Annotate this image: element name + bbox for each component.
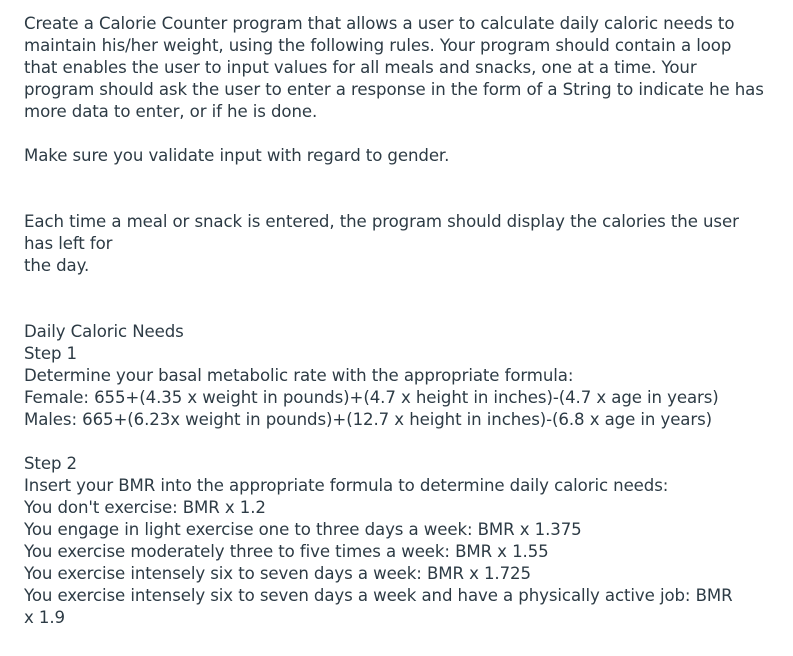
spacer (24, 123, 769, 145)
daily-caloric-needs-section (24, 321, 769, 431)
step-2-title: Step 2 (24, 454, 78, 473)
spacer (24, 167, 769, 211)
step-2-section (24, 453, 769, 629)
validation-paragraph (24, 145, 769, 167)
intro-paragraph (24, 13, 769, 123)
display-calories-paragraph (24, 211, 769, 277)
activity-level-item: You exercise moderately three to five times a week: BMR x 1.55 (24, 542, 549, 561)
step-1-instruction: Determine your basal metabolic rate with the appropriate formula: (24, 366, 574, 385)
intro-text: Create a Calorie Counter program that allows a user to calculate daily caloric needs to maintain his/her weight, using the following rules. Your program should contain a loop that enables the user to input values for all meals and snacks, one at a time. Your program should ask the user to enter a response in the form of a String to indicate he has more data to enter, or if he is done. (24, 14, 764, 121)
activity-level-item: You exercise intensely six to seven days a week: BMR x 1.725 (24, 564, 531, 583)
step-2-instruction: Insert your BMR into the appropriate formula to determine daily caloric needs: (24, 476, 669, 495)
section-title: Daily Caloric Needs (24, 322, 184, 341)
display-calories-line-2: has left for (24, 234, 113, 253)
validation-text: Make sure you validate input with regard to gender. (24, 146, 450, 165)
activity-level-item-last-line-2: x 1.9 (24, 608, 65, 627)
display-calories-line-3: the day. (24, 256, 90, 275)
activity-level-item: You don't exercise: BMR x 1.2 (24, 498, 266, 517)
male-formula: Males: 665+(6.23x weight in pounds)+(12.7 x height in inches)-(6.8 x age in years) (24, 410, 713, 429)
step-1-title: Step 1 (24, 344, 78, 363)
activity-level-item: You engage in light exercise one to three days a week: BMR x 1.375 (24, 520, 582, 539)
spacer (24, 277, 769, 321)
female-formula: Female: 655+(4.35 x weight in pounds)+(4.7 x height in inches)-(4.7 x age in years) (24, 388, 719, 407)
activity-level-item-last-line-1: You exercise intensely six to seven days a week and have a physically active job: BMR (24, 586, 733, 605)
display-calories-line-1: Each time a meal or snack is entered, the program should display the calories the user (24, 212, 739, 231)
spacer (24, 431, 769, 453)
